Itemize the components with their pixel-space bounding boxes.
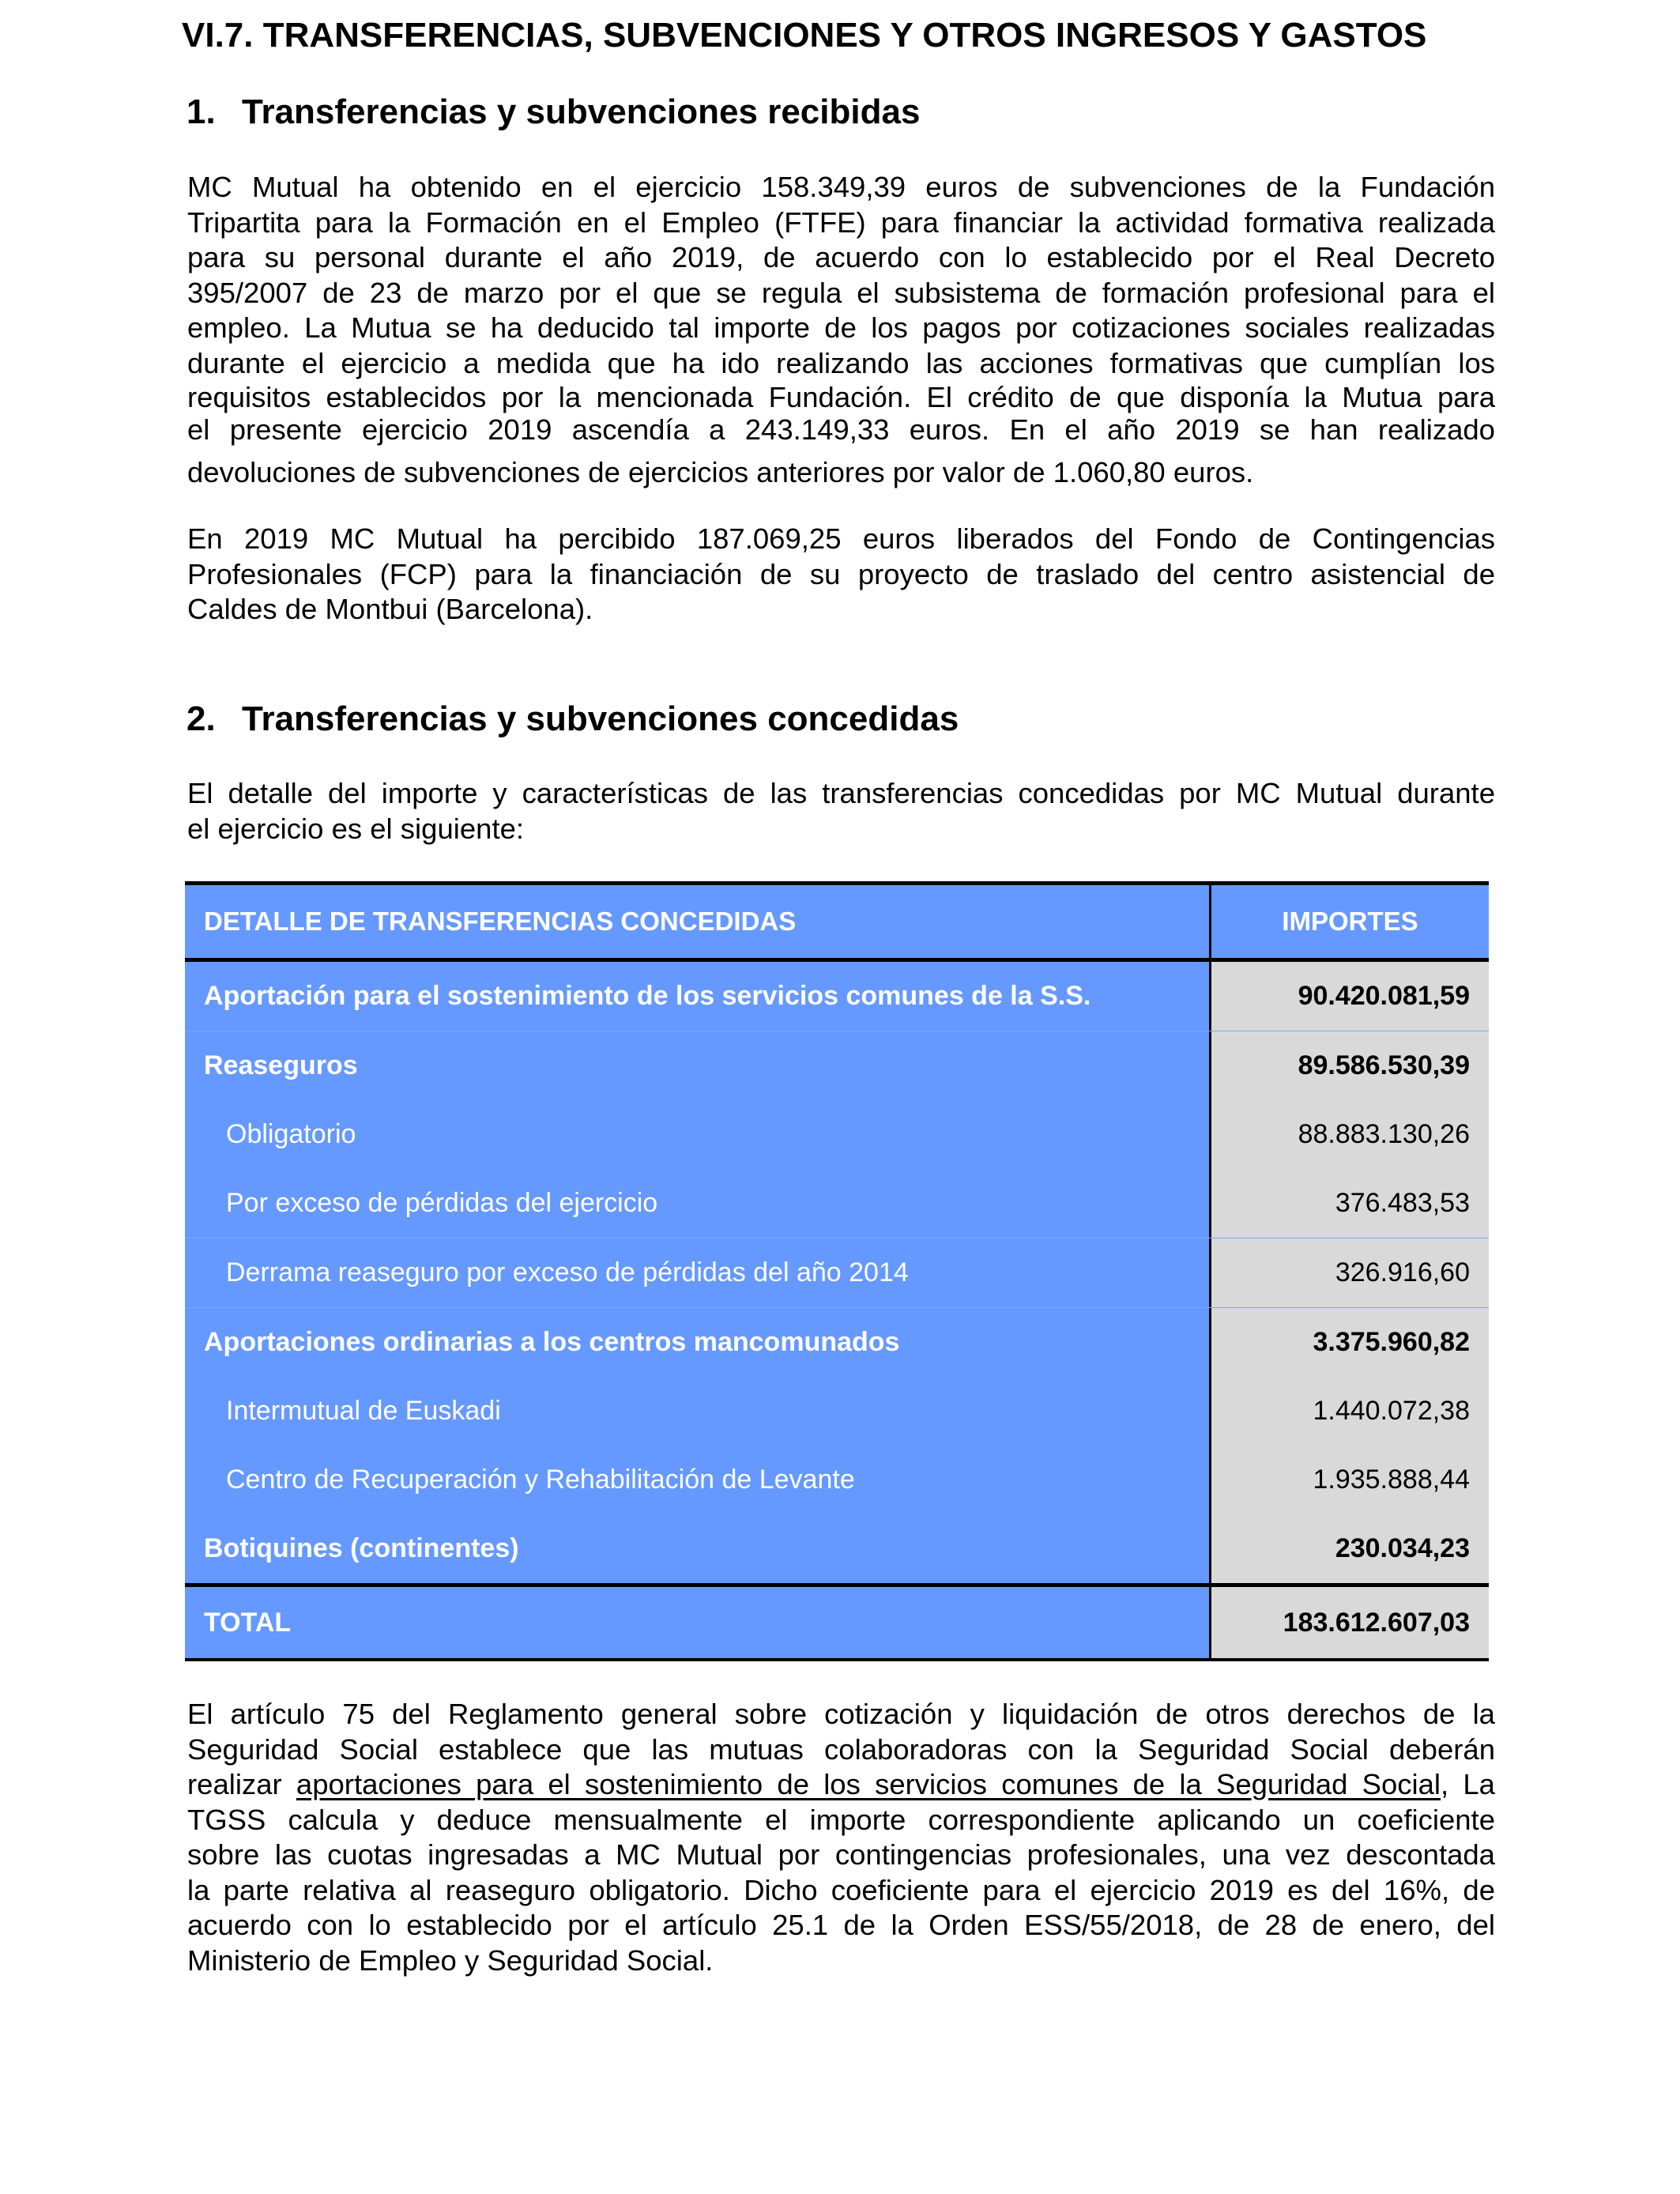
- paragraph-line: Profesionales (FCP) para la financiación de su proyecto de traslado del centro asistencial de: [187, 557, 1495, 590]
- row-label: Obligatorio: [185, 1100, 1209, 1169]
- paragraph-line: la parte relativa al reaseguro obligatorio. Dicho coeficiente para el ejercicio 2019 es del 16%, de: [187, 1873, 1495, 1906]
- closing-paragraph: [187, 1697, 1495, 1978]
- row-amount: 88.883.130,26: [1209, 1100, 1489, 1169]
- section-2-heading: [186, 696, 1451, 743]
- section-2-title: Transferencias y subvenciones concedidas: [242, 699, 959, 738]
- row-amount: 1.935.888,44: [1209, 1446, 1489, 1514]
- row-label: Por exceso de pérdidas del ejercicio: [185, 1169, 1209, 1238]
- table-row: [185, 1169, 1489, 1238]
- row-label: Aportación para el sostenimiento de los servicios comunes de la S.S.: [185, 962, 1209, 1031]
- table-header-row: [185, 881, 1489, 962]
- paragraph-line: En 2019 MC Mutual ha percibido 187.069,25 euros liberados del Fondo de Contingencias: [187, 522, 1495, 555]
- table-row: [185, 1031, 1489, 1100]
- table-row: [185, 1377, 1489, 1446]
- paragraph-line: requisitos establecidos por la mencionada Fundación. El crédito de que disponía la Mutua para: [187, 381, 1495, 413]
- paragraph-line: el ejercicio es el siguiente:: [187, 812, 525, 845]
- section-1-heading: [186, 89, 1451, 136]
- row-label: Reaseguros: [185, 1031, 1209, 1100]
- row-amount: 1.440.072,38: [1209, 1377, 1489, 1446]
- paragraph-line: El detalle del importe y características de las transferencias concedidas por MC Mutual durante: [187, 777, 1495, 809]
- text-span: , La: [1441, 1768, 1495, 1800]
- underlined-reference: aportaciones para el sostenimiento de los servicios comunes de la Seguridad Social: [296, 1768, 1441, 1800]
- text-span: realizar: [187, 1768, 296, 1800]
- paragraph-line: Ministerio de Empleo y Seguridad Social.: [187, 1943, 714, 1977]
- section-2-number: 2.: [186, 699, 216, 738]
- section-2-intro: [187, 776, 1495, 846]
- row-label: Centro de Recuperación y Rehabilitación de Levante: [185, 1446, 1209, 1514]
- row-label: Intermutual de Euskadi: [185, 1377, 1209, 1446]
- paragraph-line: Caldes de Montbui (Barcelona).: [187, 593, 593, 625]
- table-row: [185, 1307, 1489, 1377]
- row-amount: 326.916,60: [1209, 1238, 1489, 1307]
- paragraph-line: para su personal durante el año 2019, de acuerdo con lo establecido por el Real Decreto: [187, 241, 1495, 273]
- table-total-row: [185, 1583, 1489, 1661]
- section-1-paragraph-1: [187, 170, 1495, 491]
- row-amount: 90.420.081,59: [1209, 962, 1489, 1031]
- paragraph-line: acuerdo con lo establecido por el artículo 25.1 de la Orden ESS/55/2018, de 28 de enero, del: [187, 1909, 1495, 1941]
- paragraph-line: devoluciones de subvenciones de ejercicios anteriores por valor de 1.060,80 euros.: [187, 456, 1254, 488]
- total-amount: 183.612.607,03: [1209, 1587, 1489, 1658]
- paragraph-line: el presente ejercicio 2019 ascendía a 243.149,33 euros. En el año 2019 se han realizado: [187, 413, 1495, 446]
- row-amount: 3.375.960,82: [1209, 1308, 1489, 1377]
- table-row: [185, 1446, 1489, 1514]
- row-amount: 230.034,23: [1209, 1514, 1489, 1583]
- section-1-title: Transferencias y subvenciones recibidas: [242, 92, 921, 131]
- row-amount: 89.586.530,39: [1209, 1031, 1489, 1100]
- paragraph-line: MC Mutual ha obtenido en el ejercicio 158.349,39 euros de subvenciones de la Fundación: [187, 171, 1495, 203]
- row-label: Derrama reaseguro por exceso de pérdidas del año 2014: [185, 1238, 1209, 1307]
- page-title: VI.7. TRANSFERENCIAS, SUBVENCIONES Y OTROS INGRESOS Y GASTOS: [182, 16, 1427, 55]
- paragraph-line: TGSS calcula y deduce mensualmente el importe correspondiente aplicando un coeficiente: [187, 1803, 1495, 1836]
- paragraph-line: Seguridad Social establece que las mutuas colaboradoras con la Seguridad Social deberán: [187, 1732, 1495, 1766]
- table-header-amount: IMPORTES: [1209, 885, 1489, 958]
- table-row: [185, 1100, 1489, 1169]
- section-1-number: 1.: [186, 92, 216, 131]
- paragraph-line: empleo. La Mutua se ha deducido tal importe de los pagos por cotizaciones sociales realizadas: [187, 311, 1495, 344]
- transfers-table: [185, 881, 1489, 1661]
- paragraph-line: 395/2007 de 23 de marzo por el que se regula el subsistema de formación profesional para el: [187, 276, 1495, 309]
- section-1-paragraph-2: [187, 522, 1495, 628]
- table-row: [185, 1238, 1489, 1307]
- row-amount: 376.483,53: [1209, 1169, 1489, 1238]
- paragraph-line: Tripartita para la Formación en el Empleo (FTFE) para financiar la actividad formativa realizada: [187, 205, 1495, 239]
- paragraph-line: durante el ejercicio a medida que ha ido realizando las acciones formativas que cumplían los: [187, 346, 1495, 379]
- paragraph-line: [187, 1767, 1495, 1803]
- total-label: TOTAL: [185, 1587, 1209, 1658]
- row-label: Aportaciones ordinarias a los centros mancomunados: [185, 1308, 1209, 1377]
- table-header-label: DETALLE DE TRANSFERENCIAS CONCEDIDAS: [185, 885, 1209, 958]
- row-label: Botiquines (continentes): [185, 1514, 1209, 1583]
- paragraph-line: El artículo 75 del Reglamento general sobre cotización y liquidación de otros derechos de la: [187, 1698, 1495, 1730]
- table-row: [185, 1514, 1489, 1583]
- paragraph-line: sobre las cuotas ingresadas a MC Mutual por contingencias profesionales, una vez descontada: [187, 1838, 1495, 1871]
- table-row: [185, 962, 1489, 1031]
